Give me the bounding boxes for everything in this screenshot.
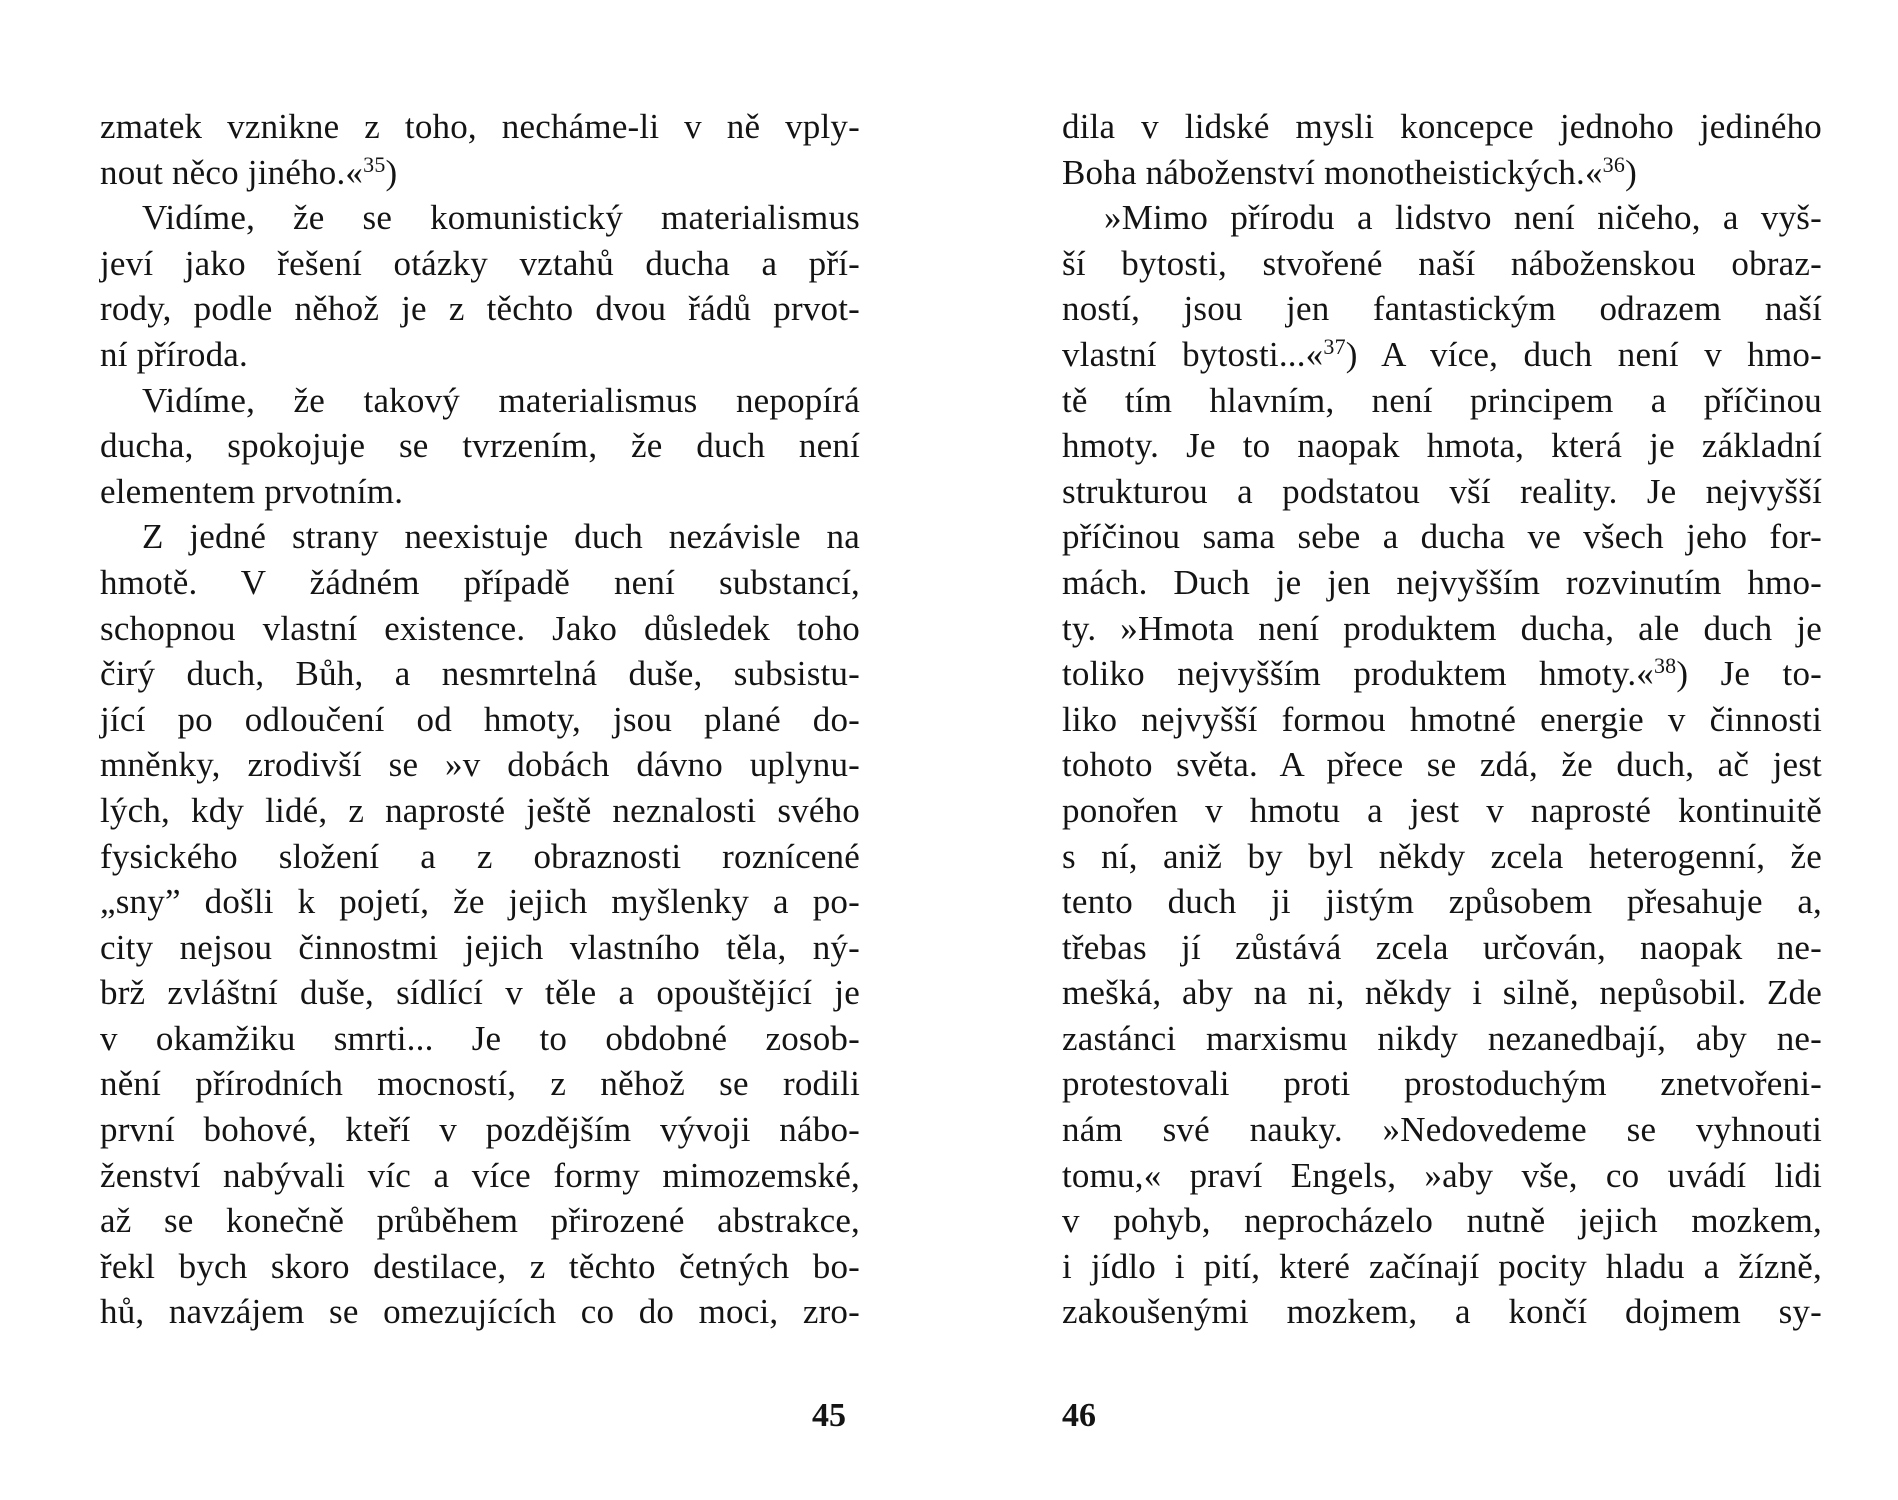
text-line: příčinou sama sebe a ducha ve všech jeho for-: [1062, 517, 1822, 557]
footnote-reference: 37: [1323, 333, 1346, 359]
text-line: ty. »Hmota není produktem ducha, ale duch je: [1062, 608, 1822, 648]
page-number-left: 45: [812, 1397, 846, 1434]
text-line: mešká, aby na ni, někdy i silně, nepůsobil. Zde: [1062, 973, 1822, 1013]
text-line: ností, jsou jen fantastickým odrazem naší: [1062, 289, 1822, 329]
text-line: v okamžiku smrti... Je to obdobné zosob-: [100, 1018, 860, 1058]
text-line: Vidíme, že se komunistický materialismus: [142, 198, 860, 238]
text-line: toliko nejvyšším produktem hmoty.«$^{38}$) Je to-: [1062, 653, 1823, 694]
text-line: tomu,« praví Engels, »aby vše, co uvádí lidi: [1062, 1155, 1822, 1195]
text-line: ženství nabývali víc a více formy mimozemské,: [100, 1155, 860, 1195]
text-line: rody, podle něhož je z těchto dvou řádů prvot-: [100, 289, 860, 329]
text-line: i jídlo i pití, které začínají pocity hladu a žízně,: [1062, 1246, 1822, 1286]
left-page-body: [100, 104, 860, 1335]
text-line: ní příroda.: [100, 334, 248, 374]
text-line: s ní, aniž by byl někdy zcela heterogenní, že: [1062, 836, 1822, 876]
text-line: zmatek vznikne z toho, necháme-li v ně vply-: [100, 107, 860, 146]
text-line: Boha náboženství monotheistických.«$^{36}$): [1062, 151, 1637, 192]
text-line: řekl bych skoro destilace, z těchto četných bo-: [100, 1246, 860, 1286]
text-line: brž zvláštní duše, sídlící v těle a opouštějící je: [100, 973, 860, 1013]
text-line: první bohové, kteří v pozdějším vývoji nábo-: [100, 1110, 860, 1150]
text-line: ponořen v hmotu a jest v naprosté kontinuitě: [1062, 790, 1822, 830]
footnote-reference: 36: [1602, 151, 1626, 177]
text-line: hmotě. V žádném případě není substancí,: [100, 562, 860, 602]
text-line: vlastní bytosti...«$^{37}$) A více, duch není v hmo-: [1062, 333, 1822, 374]
text-line: protestovali proti prostoduchým znetvořeni-: [1062, 1064, 1822, 1104]
text-line: čirý duch, Bůh, a nesmrtelná duše, subsistu-: [100, 654, 860, 694]
text-line: tě tím hlavním, není principem a příčinou: [1062, 380, 1822, 420]
text-line: city nejsou činnostmi jejich vlastního těla, ný-: [100, 927, 860, 967]
text-line: zakoušenými mozkem, a končí dojmem sy-: [1062, 1292, 1822, 1332]
text-line: schopnou vlastní existence. Jako důsledek toho: [100, 608, 860, 648]
text-line: třebas jí zůstává zcela určován, naopak ne-: [1062, 927, 1822, 967]
right-page-body: [1062, 104, 1822, 1335]
text-line: zastánci marxismu nikdy nezanedbají, aby ne-: [1062, 1018, 1822, 1058]
text-line: jeví jako řešení otázky vztahů ducha a pří-: [100, 243, 860, 283]
text-line: ší bytosti, stvořené naší náboženskou obraz-: [1062, 243, 1822, 283]
text-line: mněnky, zrodivší se »v dobách dávno uplynu-: [100, 745, 860, 785]
text-line: Z jedné strany neexistuje duch nezávisle na: [142, 517, 860, 557]
text-line: mách. Duch je jen nejvyšším rozvinutím hmo-: [1062, 562, 1822, 602]
text-line: tohoto světa. A přece se zdá, že duch, ač jest: [1062, 745, 1822, 785]
text-line: fysického složení a z obraznosti roznícené: [100, 836, 860, 876]
text-line: nám své nauky. »Nedovedeme se vyhnouti: [1062, 1110, 1822, 1150]
text-line: ducha, spokojuje se tvrzením, že duch není: [100, 426, 860, 466]
footnote-reference: 38: [1653, 653, 1677, 679]
text-line: dila v lidské mysli koncepce jednoho jediného: [1062, 107, 1822, 146]
text-line: strukturou a podstatou vší reality. Je nejvyšší: [1062, 471, 1822, 511]
text-line: v pohyb, neprocházelo nutně jejich mozkem,: [1062, 1201, 1822, 1241]
text-line: až se konečně průběhem přirozené abstrakce,: [100, 1201, 860, 1241]
text-line: tento duch ji jistým způsobem přesahuje a,: [1062, 882, 1822, 922]
text-line: lých, kdy lidé, z naprosté ještě neznalosti svého: [100, 790, 860, 830]
footnote-reference: 35: [363, 151, 386, 177]
text-line: jící po odloučení od hmoty, jsou plané do-: [100, 699, 860, 739]
text-line: liko nejvyšší formou hmotné energie v činnosti: [1062, 699, 1822, 739]
text-line: Vidíme, že takový materialismus nepopírá: [142, 380, 860, 420]
text-line: nout něco jiného.«$^{35}$): [100, 151, 398, 192]
text-line: nění přírodních mocností, z něhož se rodili: [100, 1064, 860, 1104]
text-line: »Mimo přírodu a lidstvo není ničeho, a vyš-: [1104, 198, 1822, 238]
text-line: elementem prvotním.: [100, 471, 404, 511]
page-number-right: 46: [1062, 1397, 1096, 1434]
text-line: hmoty. Je to naopak hmota, která je základní: [1062, 426, 1822, 466]
text-line: „sny” došli k pojetí, že jejich myšlenky a po-: [100, 882, 860, 922]
text-line: hů, navzájem se omezujících co do moci, zro-: [100, 1292, 860, 1332]
